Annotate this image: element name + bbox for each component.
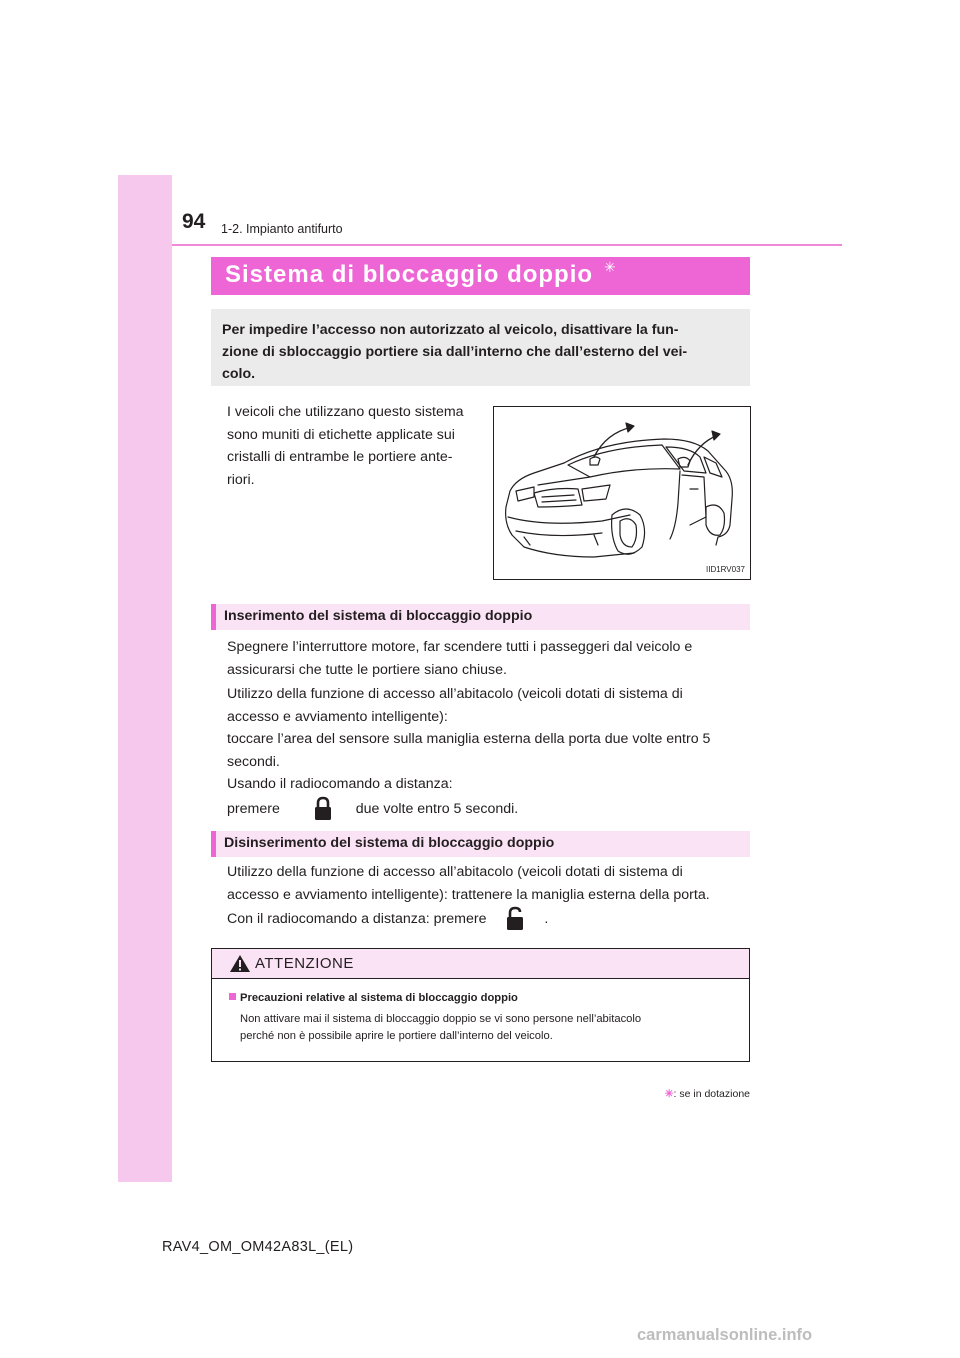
page-title: Sistema di bloccaggio doppio xyxy=(225,261,594,288)
intro-box xyxy=(211,309,750,386)
intro-line: colo. xyxy=(222,366,256,382)
press-line xyxy=(227,796,745,822)
warning-title: ATTENZIONE xyxy=(255,955,354,972)
paragraph-line: Usando il radiocomando a distanza: xyxy=(227,776,453,792)
press-suffix: due volte entro 5 secondi. xyxy=(355,800,519,817)
subheader-unset-title: Disinserimento del sistema di bloccaggio doppio xyxy=(224,835,555,851)
watermark: carmanualsonline.info xyxy=(637,1326,813,1344)
description-paragraph xyxy=(227,401,477,491)
set-paragraph-2 xyxy=(227,683,745,822)
press-prefix: premere xyxy=(227,800,280,817)
subheader-unset xyxy=(211,831,750,857)
lock-icon xyxy=(312,796,334,822)
paragraph-line: assicurarsi che tutte le portiere siano chiuse. xyxy=(227,661,507,678)
header-rule xyxy=(172,244,842,246)
footnote-marker-icon: ✳ xyxy=(664,1088,674,1100)
bullet-square-icon xyxy=(229,993,236,1000)
footnote xyxy=(640,1088,750,1100)
description-line: sono muniti di etichette applicate sui xyxy=(227,426,455,443)
subheader-accent xyxy=(211,604,216,630)
page-number: 94 xyxy=(182,210,206,233)
subheader-accent xyxy=(211,831,216,857)
press-suffix: . xyxy=(544,910,549,927)
warning-line: perché non è possibile aprire le portiere dall’interno del veicolo. xyxy=(240,1030,553,1042)
intro-line: Per impedire l’accesso non autorizzato al veicolo, disattivare la fun- xyxy=(222,322,679,338)
press-line xyxy=(227,906,745,932)
document-code: RAV4_OM_OM42A83L_(EL) xyxy=(162,1239,354,1255)
warning-body xyxy=(240,1011,740,1045)
warning-item xyxy=(229,992,741,1004)
warning-header xyxy=(212,949,749,979)
warning-box xyxy=(211,948,750,1062)
car-figure xyxy=(493,406,751,580)
press-prefix: Con il radiocomando a distanza: premere xyxy=(227,910,487,927)
subheader-set xyxy=(211,604,750,630)
warning-triangle-icon xyxy=(229,954,251,978)
description-line: cristalli di entrambe le portiere ante- xyxy=(227,449,453,465)
warning-line: Non attivare mai il sistema di bloccaggio doppio se vi sono persone nell’abitacolo xyxy=(240,1013,642,1025)
description-line: I veicoli che utilizzano questo sistema xyxy=(227,404,464,420)
warning-item-title: Precauzioni relative al sistema di bloccaggio doppio xyxy=(240,992,518,1004)
subheader-set-title: Inserimento del sistema di bloccaggio doppio xyxy=(224,608,533,624)
paragraph-line: accesso e avviamento intelligente): xyxy=(227,708,448,725)
intro-text xyxy=(222,319,741,385)
paragraph-line: secondi. xyxy=(227,753,280,770)
set-paragraph-1 xyxy=(227,636,745,681)
paragraph-line: Spegnere l’interruttore motore, far scendere tutti i passeggeri dal veicolo e xyxy=(227,639,693,655)
side-tab-bar xyxy=(118,175,172,1182)
section-label: 1-2. Impianto antifurto xyxy=(221,222,343,236)
figure-code: IID1RV037 xyxy=(706,565,745,574)
paragraph-line: Utilizzo della funzione di accesso all’abitacolo (veicoli dotati di sistema di xyxy=(227,864,683,880)
paragraph-line: toccare l’area del sensore sulla maniglia esterna della porta due volte entro 5 xyxy=(227,731,711,747)
footnote-text: : se in dotazione xyxy=(673,1088,750,1100)
paragraph-line: Utilizzo della funzione di accesso all’abitacolo (veicoli dotati di sistema di xyxy=(227,686,683,702)
unlock-icon xyxy=(504,906,526,932)
car-illustration xyxy=(494,407,750,579)
optional-marker-icon: ✳ xyxy=(604,259,616,275)
description-line: riori. xyxy=(227,471,255,488)
unset-paragraph xyxy=(227,861,745,932)
title-banner xyxy=(211,257,750,295)
paragraph-line: accesso e avviamento intelligente): trattenere la maniglia esterna della porta. xyxy=(227,886,710,903)
intro-line: zione di sbloccaggio portiere sia dall’interno che dall’esterno del vei- xyxy=(222,344,688,360)
